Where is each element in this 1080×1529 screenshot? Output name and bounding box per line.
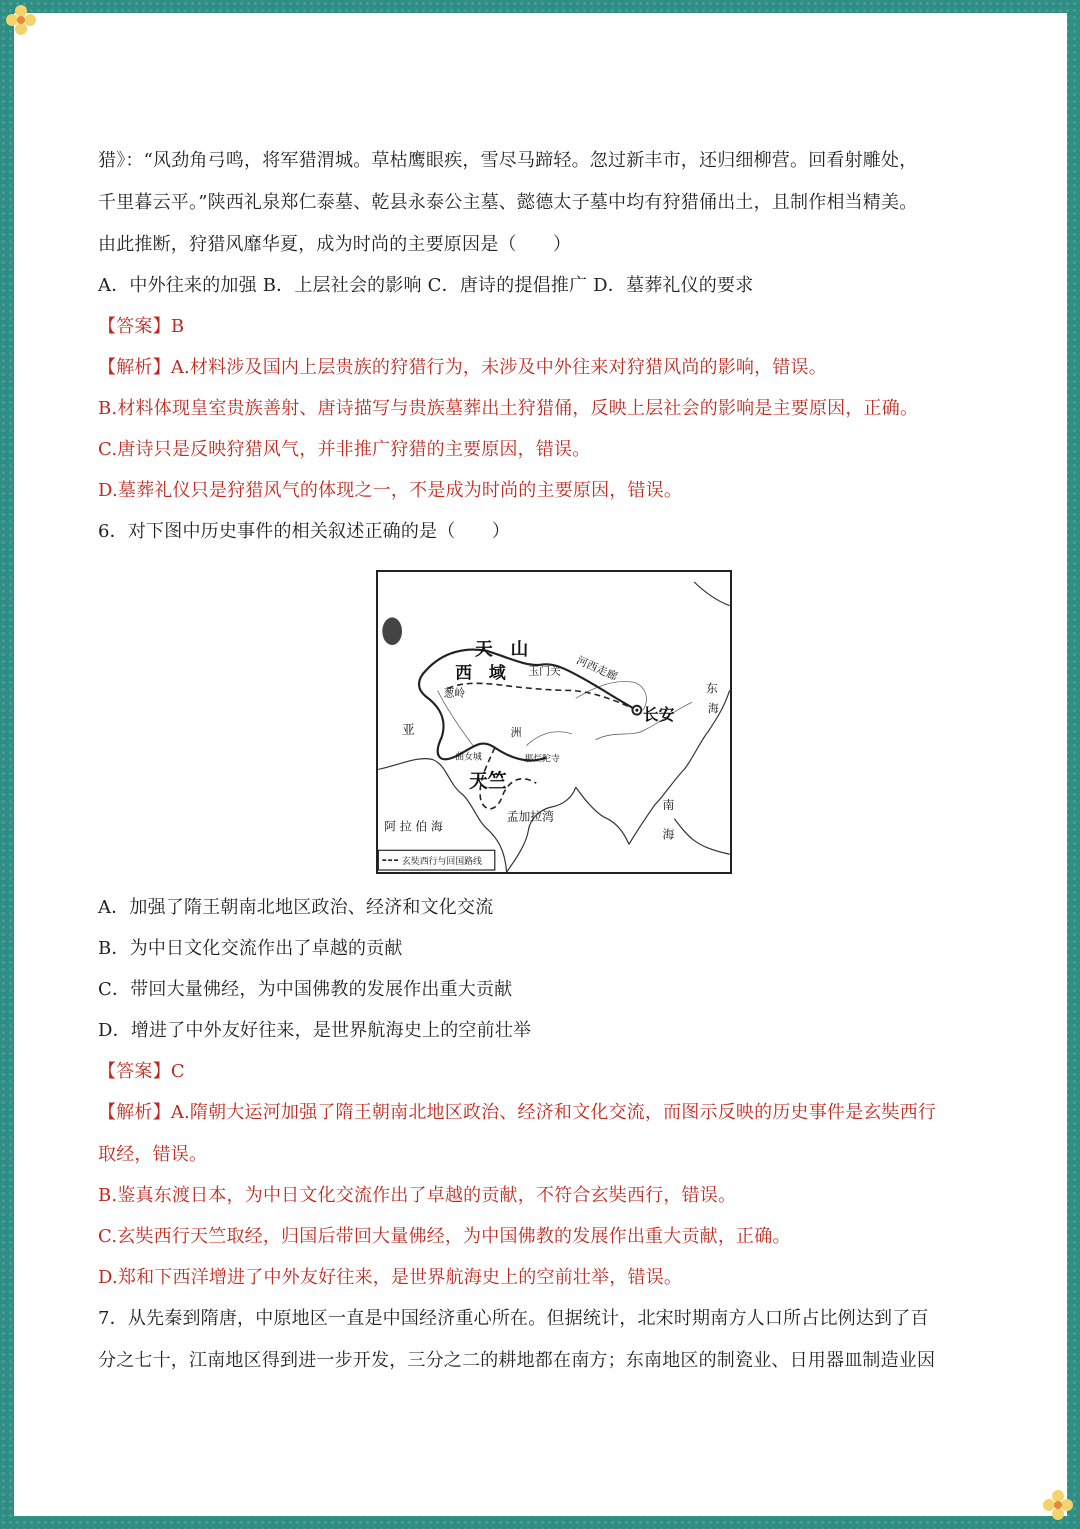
map-label-hexi: 河西走廊	[574, 653, 620, 684]
answer-tag: 【答案】	[98, 1061, 171, 1082]
option-a: A．加强了隋王朝南北地区政治、经济和文化交流	[98, 897, 494, 918]
map-label-zhou: 洲	[510, 725, 522, 739]
analysis-tag: 【解析】	[98, 357, 171, 378]
option-c: C．带回大量佛经，为中国佛教的发展作出重大贡献	[98, 979, 513, 1000]
answer-value: B	[170, 316, 185, 337]
document-page	[14, 13, 1067, 1516]
map-label-hai: 海	[662, 827, 675, 842]
map-label-alabo: 阿 拉 伯 海	[384, 819, 443, 834]
analysis-line: B.鉴真东渡日本，为中日文化交流作出了卓越的贡献，不符合玄奘西行，错误。	[98, 1185, 737, 1206]
question-text-line: 7．从先秦到隋唐，中原地区一直是中国经济重心所在。但据统计，北宋时期南方人口所占比例达到了百	[98, 1308, 929, 1329]
flower-corner-icon	[1043, 1490, 1073, 1520]
option-b: B．为中日文化交流作出了卓越的贡献	[98, 938, 403, 959]
map-label-donghai-1: 东	[705, 681, 718, 696]
question-text-line: 分之七十，江南地区得到进一步开发，三分之二的耕地都在南方；东南地区的制瓷业、日用器皿制造业因	[98, 1350, 936, 1371]
analysis-line: 【解析】A.材料涉及国内上层贵族的狩猎行为，未涉及中外往来对狩猎风尚的影响，错误。	[98, 357, 827, 378]
analysis-line: C.玄奘西行天竺取经，归国后带回大量佛经，为中国佛教的发展作出重大贡献，正确。	[98, 1226, 791, 1247]
analysis-line: 【解析】A.隋朝大运河加强了隋王朝南北地区政治、经济和文化交流，而图示反映的历史事件是玄奘西行	[98, 1102, 937, 1123]
answer-value: C	[170, 1061, 185, 1082]
analysis-tag: 【解析】	[98, 1102, 171, 1123]
map-label-mengjiala: 孟加拉湾	[506, 809, 554, 824]
analysis-line: D.郑和下西洋增进了中外友好往来，是世界航海史上的空前壮举，错误。	[98, 1267, 683, 1288]
map-label-yumenguan: 玉门关	[528, 664, 561, 678]
option-d: D．增进了中外友好往来，是世界航海史上的空前壮举	[98, 1020, 532, 1041]
analysis-line: 取经，错误。	[98, 1144, 208, 1165]
map-label-qunuzhen: 曲女城	[455, 752, 482, 763]
map-label-nalanto: 那烂陀寺	[524, 754, 560, 765]
map-label-donghai-2: 海	[707, 702, 719, 716]
answer-tag: 【答案】	[98, 316, 171, 337]
question-text-line: 猎》：“风劲角弓鸣，将军猎渭城。草枯鹰眼疾，雪尽马蹄轻。忽过新丰市，还归细柳营。回看射雕处，	[98, 150, 918, 171]
map-label-tianzhu: 天竺	[469, 771, 507, 793]
question-text-line: 千里暮云平。”陕西礼泉郑仁泰墓、乾县永泰公主墓、懿德太子墓中均有狩猎俑出土，且制作相当精美。	[98, 192, 918, 213]
lake-shape	[382, 617, 402, 645]
map-legend-text: 玄奘西行与回国路线	[402, 857, 482, 868]
route-map-figure	[376, 570, 732, 874]
map-label-congling: 葱岭	[443, 686, 466, 700]
map-label-changan: 长安	[642, 705, 675, 725]
map-label-ya: 亚	[402, 722, 415, 738]
answer-line	[98, 1059, 185, 1085]
question-text-line: 由此推断，狩猎风靡华夏，成为时尚的主要原因是（ ）	[98, 234, 572, 255]
route-map	[378, 572, 730, 872]
flower-corner-icon	[6, 5, 36, 35]
question-stem: 6．对下图中历史事件的相关叙述正确的是（ ）	[98, 521, 511, 542]
analysis-line: D.墓葬礼仪只是狩猎风气的体现之一，不是成为时尚的主要原因，错误。	[98, 480, 683, 501]
analysis-line: B.材料体现皇室贵族善射、唐诗描写与贵族墓葬出土狩猎俑，反映上层社会的影响是主要原因，正确。	[98, 398, 919, 419]
map-label-xiyu: 西 域	[455, 662, 506, 683]
map-label-nan: 南	[662, 797, 675, 812]
analysis-line: C.唐诗只是反映狩猎风气，并非推广狩猎的主要原因，错误。	[98, 439, 591, 460]
answer-line	[98, 314, 184, 340]
map-label-tianshan: 天 山	[475, 639, 529, 660]
question-options: A．中外往来的加强 B．上层社会的影响 C．唐诗的提倡推广 D．墓葬礼仪的要求	[98, 275, 754, 296]
